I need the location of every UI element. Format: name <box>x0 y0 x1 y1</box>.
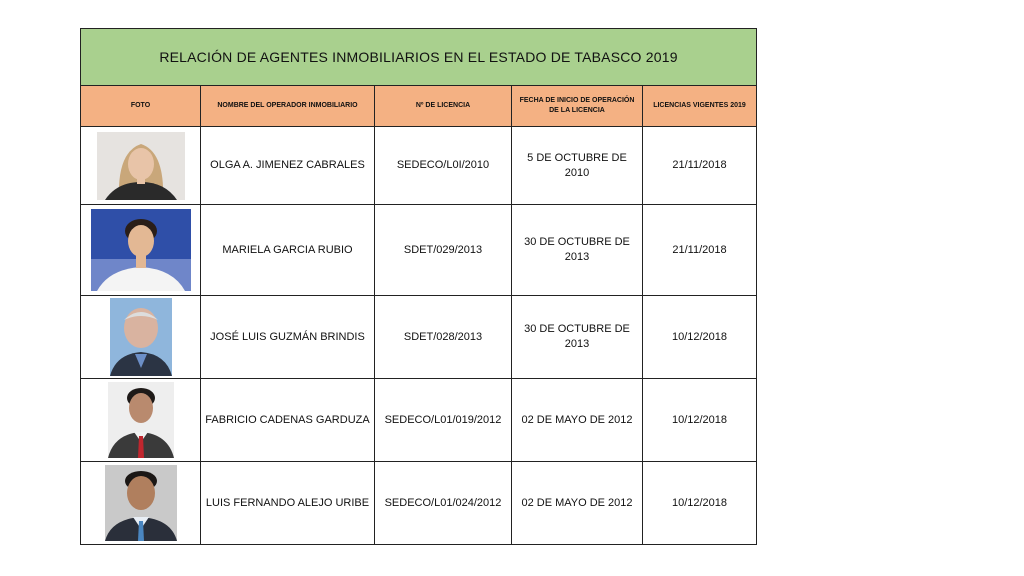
header-valid: LICENCIAS VIGENTES 2019 <box>643 86 757 127</box>
agent-name: JOSÉ LUIS GUZMÁN BRINDIS <box>201 296 375 379</box>
header-name: NOMBRE DEL OPERADOR INMOBILIARIO <box>201 86 375 127</box>
start-date: 5 DE OCTUBRE DE 2010 <box>512 127 643 205</box>
agent-photo <box>108 382 174 458</box>
start-date: 02 DE MAYO DE 2012 <box>512 462 643 545</box>
agent-name: FABRICIO CADENAS GARDUZA <box>201 379 375 462</box>
photo-cell <box>81 205 201 296</box>
license-number: SEDECO/L0I/2010 <box>375 127 512 205</box>
valid-date: 10/12/2018 <box>643 379 757 462</box>
license-number: SDET/029/2013 <box>375 205 512 296</box>
start-date: 30 DE OCTUBRE DE 2013 <box>512 296 643 379</box>
header-start-date: FECHA DE INICIO DE OPERACIÓN DE LA LICENCIA <box>512 86 643 127</box>
agent-name: LUIS FERNANDO ALEJO URIBE <box>201 462 375 545</box>
valid-date: 21/11/2018 <box>643 127 757 205</box>
start-date: 30 DE OCTUBRE DE 2013 <box>512 205 643 296</box>
table-row <box>81 127 757 205</box>
agent-name: MARIELA GARCIA RUBIO <box>201 205 375 296</box>
photo-cell <box>81 379 201 462</box>
license-number: SDET/028/2013 <box>375 296 512 379</box>
agent-photo <box>105 465 177 541</box>
license-number: SEDECO/L01/019/2012 <box>375 379 512 462</box>
table-row <box>81 296 757 379</box>
table-row <box>81 379 757 462</box>
table-row <box>81 462 757 545</box>
license-number: SEDECO/L01/024/2012 <box>375 462 512 545</box>
header-license: Nº DE LICENCIA <box>375 86 512 127</box>
header-photo: FOTO <box>81 86 201 127</box>
photo-cell <box>81 127 201 205</box>
agents-table <box>80 28 757 545</box>
start-date: 02 DE MAYO DE 2012 <box>512 379 643 462</box>
table-row <box>81 205 757 296</box>
agent-photo <box>97 132 185 200</box>
valid-date: 10/12/2018 <box>643 462 757 545</box>
valid-date: 21/11/2018 <box>643 205 757 296</box>
valid-date: 10/12/2018 <box>643 296 757 379</box>
photo-cell <box>81 462 201 545</box>
agent-photo <box>91 209 191 291</box>
photo-cell <box>81 296 201 379</box>
table-title: RELACIÓN DE AGENTES INMOBILIARIOS EN EL ESTADO DE TABASCO 2019 <box>81 29 757 86</box>
agent-name: OLGA A. JIMENEZ CABRALES <box>201 127 375 205</box>
agent-photo <box>110 298 172 376</box>
